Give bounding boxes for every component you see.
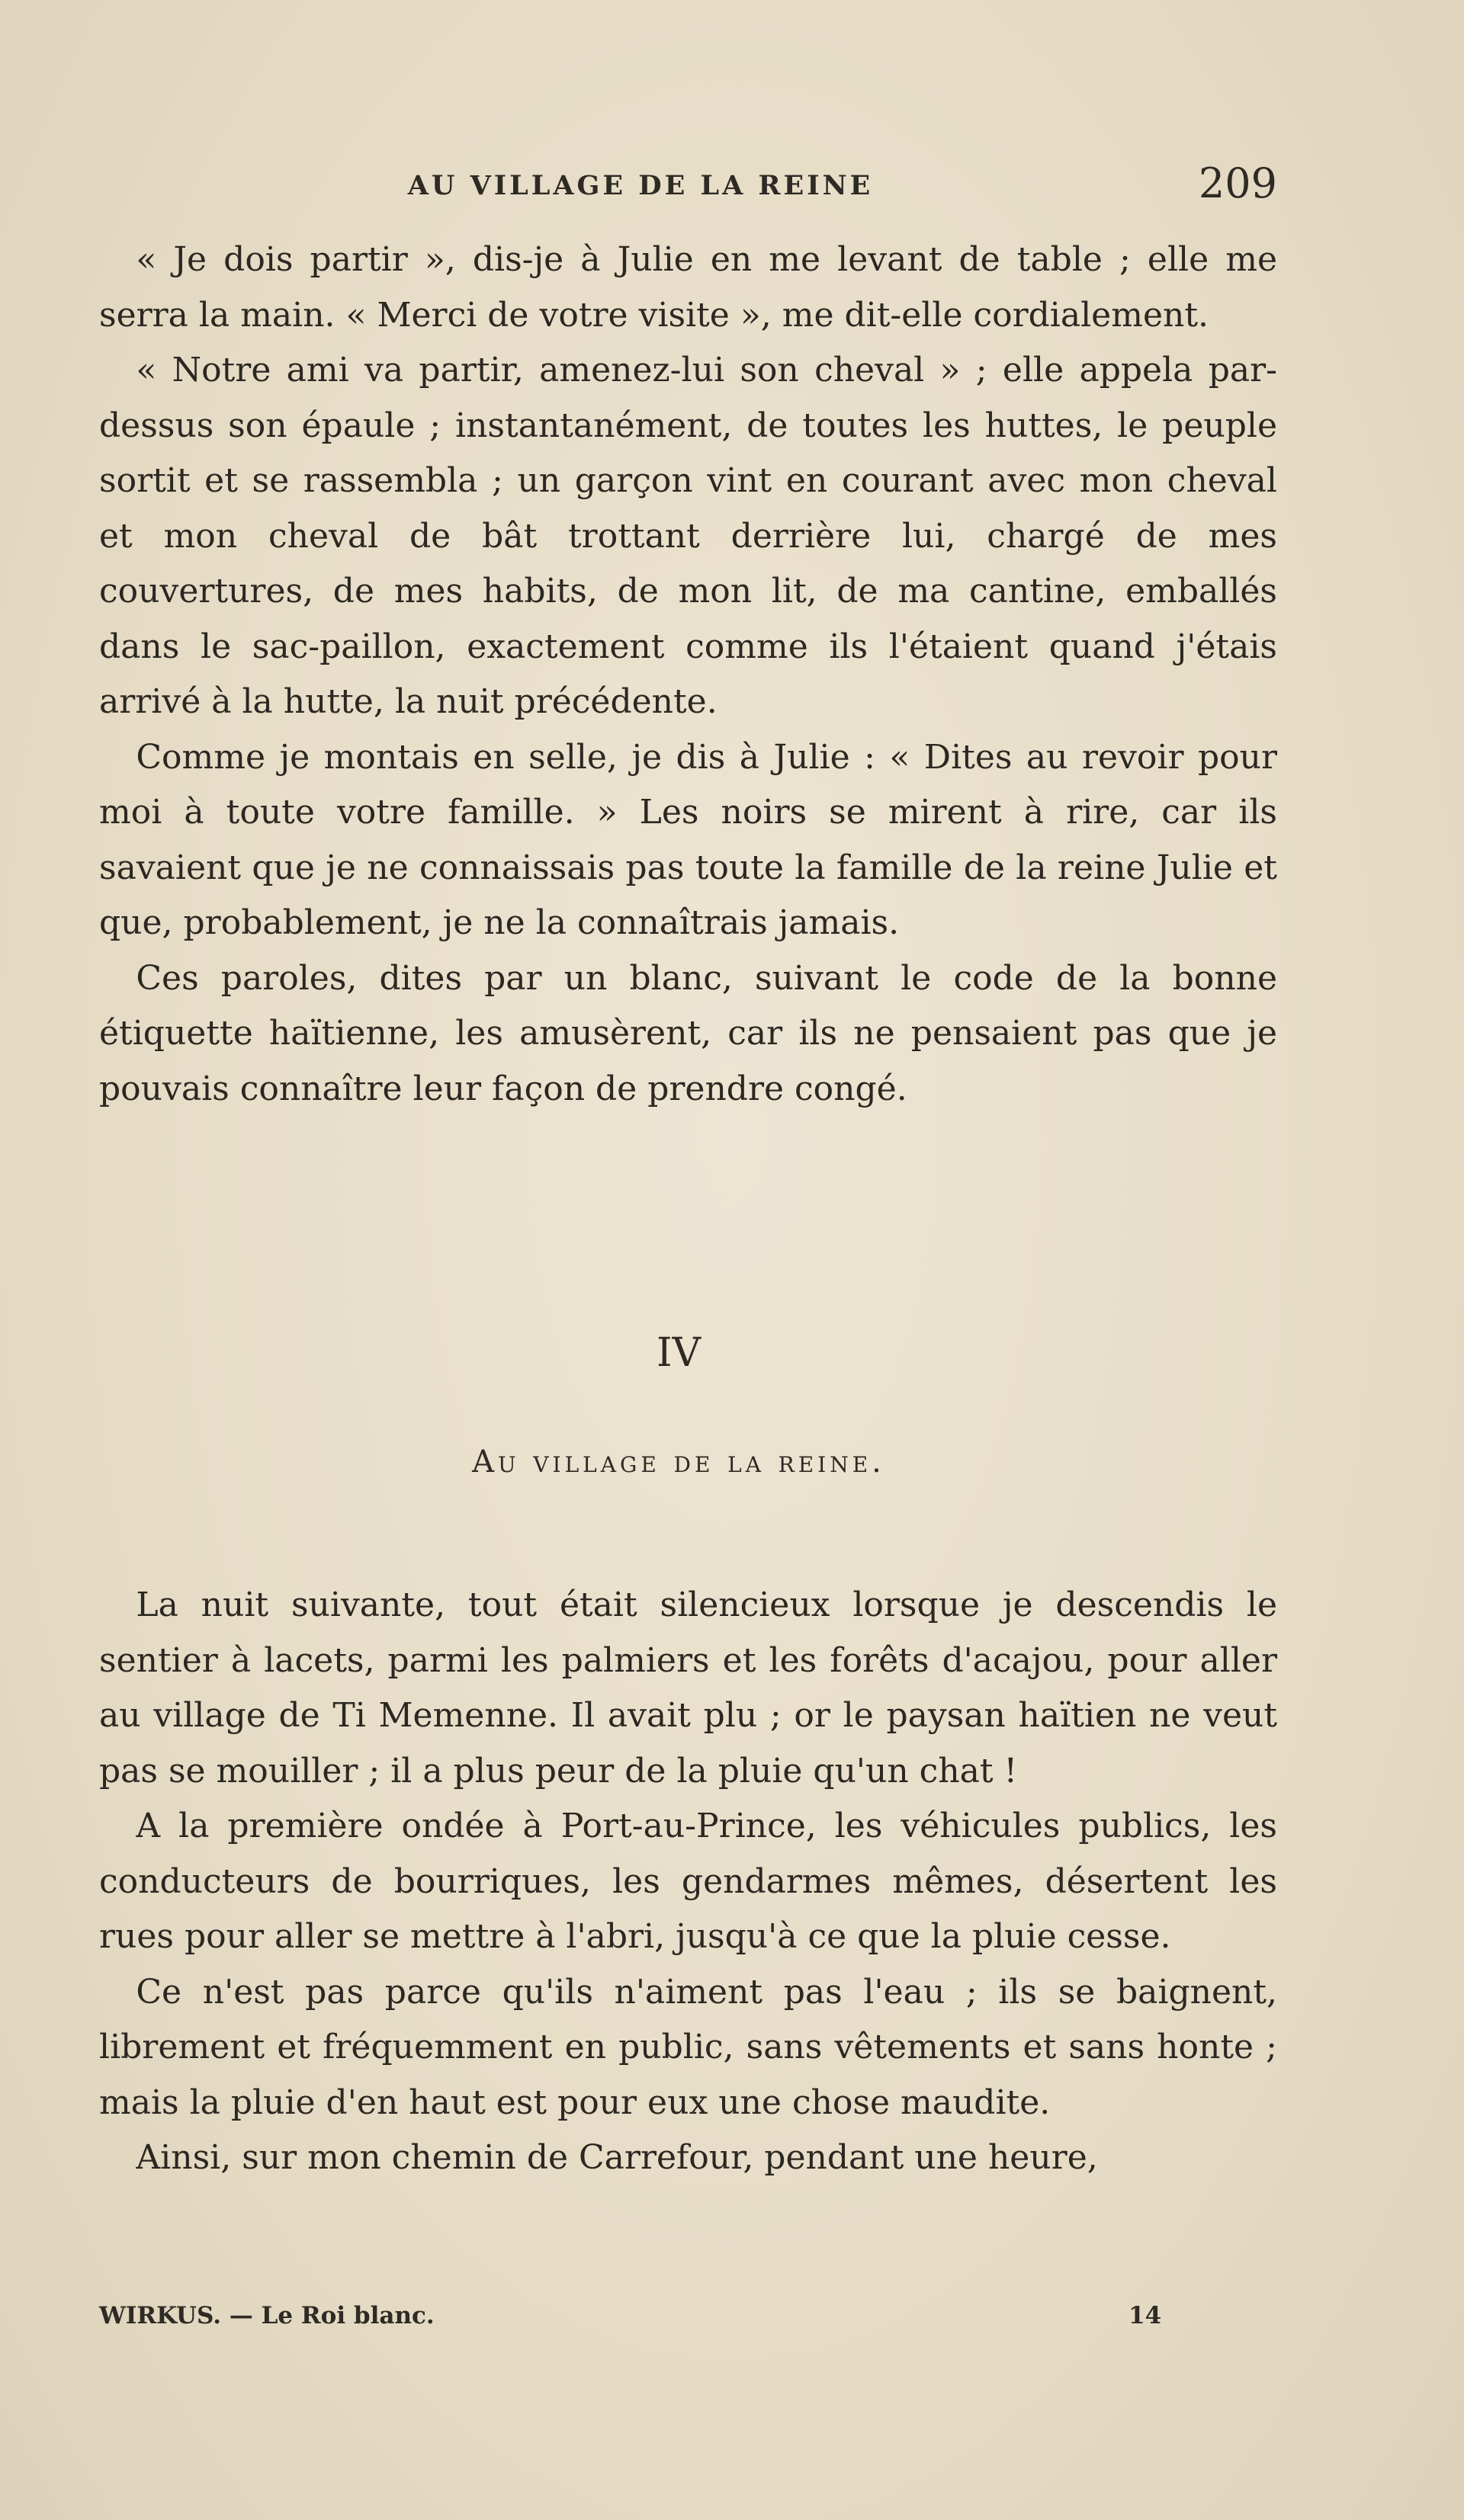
paragraph: La nuit suivante, tout était silencieux lorsque je descendis le sentier à lacets, parmi les palmiers et les forêts d'acajou, pour aller au village de Ti Memenne. Il avait plu ; or le paysan haïtien ne veut pas se mouiller ; il a plus peur de la pluie qu'un chat !	[99, 1585, 1277, 1791]
paragraph: A la première ondée à Port-au-Prince, les véhicules publics, les conducteurs de bourriques, les gendarmes mêmes, désertent les rues pour aller se mettre à l'abri, jusqu'à ce que la pluie cesse.	[99, 1807, 1277, 1956]
page-number: 209	[1198, 159, 1277, 207]
chapter-section-title: Au village de la reine.	[472, 1444, 885, 1480]
footer-sheet-number: 14	[1128, 2302, 1162, 2329]
footer-signature: WIRKUS. — Le Roi blanc.	[99, 2302, 435, 2329]
paragraph: Ces paroles, dites par un blanc, suivant le code de la bonne étiquette haïtienne, les amusèrent, car ils ne pensaient pas que je pouvais connaître leur façon de prendre congé.	[99, 958, 1277, 1108]
page-footer	[99, 2302, 1277, 2340]
paragraph: Comme je montais en selle, je dis à Julie : « Dites au revoir pour moi à toute votre famille. » Les noirs se mirent à rire, car ils savaient que je ne connaissais pas toute la famille de la reine Julie et que, probablement, je ne la connaîtrais jamais.	[99, 737, 1277, 942]
running-title: AU VILLAGE DE LA REINE	[407, 170, 874, 201]
chapter-section-number: IV	[656, 1330, 702, 1376]
paragraph: « Notre ami va partir, amenez-lui son cheval » ; elle appela par-dessus son épaule ; instantanément, de toutes les huttes, le peuple sortit et se rassembla ; un garçon vint en courant avec mon cheval et mon cheval de bât trottant derrière lui, chargé de mes couvertures, de mes habits, de mon lit, de ma cantine, emballés dans le sac-paillon, exactement comme ils l'étaient quand j'étais arrivé à la hutte, la nuit précédente.	[99, 351, 1277, 721]
text-block-bottom	[99, 1578, 1277, 2186]
paragraph: « Je dois partir », dis-je à Julie en me levant de table ; elle me serra la main. « Merci de votre visite », me dit-elle cordialement.	[99, 240, 1277, 335]
paragraph: Ainsi, sur mon chemin de Carrefour, pendant une heure,	[136, 2138, 1098, 2177]
page-header	[99, 156, 1277, 210]
paragraph: Ce n'est pas parce qu'ils n'aiment pas l'eau ; ils se baignent, librement et fréquemment en public, sans vêtements et sans honte ; mais la pluie d'en haut est pour eux une chose maudite.	[99, 1972, 1277, 2122]
text-block-top	[99, 232, 1277, 1117]
